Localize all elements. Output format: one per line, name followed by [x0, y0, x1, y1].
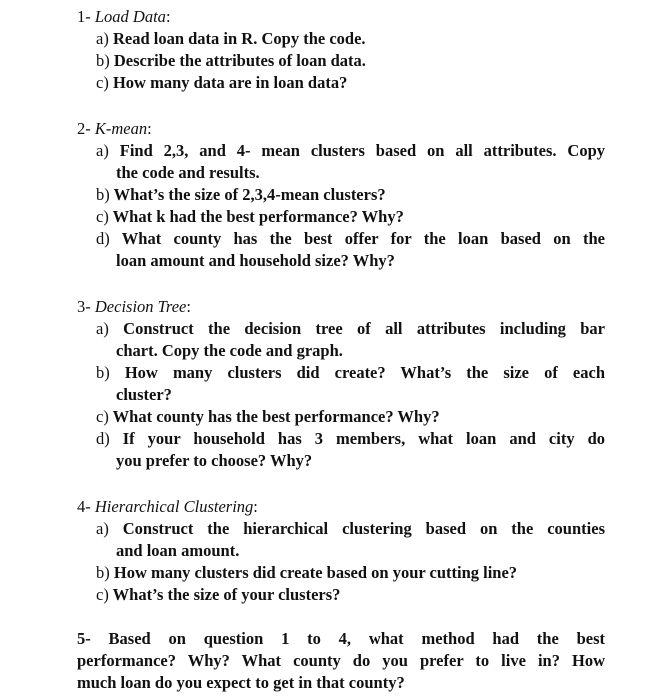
section-title: Load Data	[94, 7, 166, 26]
question-item-continuation: loan amount and household size? Why?	[116, 251, 395, 270]
item-marker: a)	[96, 29, 109, 48]
item-text: Describe the attributes of loan data.	[113, 51, 366, 70]
question-item-continuation: cluster?	[116, 385, 172, 404]
item-marker: c)	[96, 585, 109, 604]
section-title: Decision Tree	[94, 297, 187, 316]
section-number: 4-	[77, 497, 91, 516]
item-marker: d)	[96, 229, 110, 248]
section-title: K-mean	[94, 119, 148, 138]
item-text: What county has the best performance? Why?	[112, 407, 440, 426]
section-number: 3-	[77, 297, 91, 316]
question-item	[96, 206, 404, 228]
item-marker: c)	[96, 73, 109, 92]
item-marker: a)	[96, 141, 109, 160]
question-item	[96, 28, 366, 50]
item-marker: d)	[96, 429, 110, 448]
item-text: What k had the best performance? Why?	[112, 207, 404, 226]
section-number: 2-	[77, 119, 91, 138]
item-text: Construct the hierarchical clustering based on the counties	[122, 519, 605, 538]
item-text: Construct the decision tree of all attributes including bar	[123, 319, 606, 338]
question-item	[96, 184, 386, 206]
item-text: If your household has 3 members, what loan and city do	[122, 429, 606, 448]
item-text: What county has the best offer for the loan based on the	[121, 229, 606, 248]
question-item	[96, 406, 440, 428]
question-item-continuation: chart. Copy the code and graph.	[116, 341, 343, 360]
section-colon: :	[147, 119, 152, 138]
closing-question-line: 5- Based on question 1 to 4, what method had the best	[77, 629, 605, 648]
section-heading	[77, 496, 258, 518]
section-colon: :	[186, 297, 191, 316]
question-item-continuation: you prefer to choose? Why?	[116, 451, 313, 470]
question-item	[96, 140, 605, 162]
item-marker: a)	[96, 319, 109, 338]
item-text: Find 2,3, and 4- mean clusters based on all attributes. Copy	[119, 141, 606, 160]
question-item-continuation: and loan amount.	[116, 541, 240, 560]
item-marker: b)	[96, 51, 110, 70]
section-heading	[77, 6, 171, 28]
question-item	[96, 584, 340, 606]
closing-question-line: much loan do you expect to get in that county?	[77, 673, 405, 692]
section-heading	[77, 118, 152, 140]
section-heading	[77, 296, 191, 318]
item-marker: c)	[96, 207, 109, 226]
item-text: How many clusters did create based on your cutting line?	[113, 563, 518, 582]
question-item	[96, 50, 366, 72]
section-title: Hierarchical Clustering	[94, 497, 254, 516]
item-text: What’s the size of 2,3,4-mean clusters?	[113, 185, 386, 204]
item-marker: a)	[96, 519, 109, 538]
closing-question-line: performance? Why? What county do you prefer to live in? How	[77, 651, 605, 670]
question-item	[96, 362, 605, 384]
section-number: 1-	[77, 7, 91, 26]
section-colon: :	[165, 7, 171, 26]
item-text: Read loan data in R. Copy the code.	[112, 29, 366, 48]
question-item	[96, 428, 605, 450]
question-item	[96, 228, 605, 250]
item-text: How many data are in loan data?	[112, 73, 348, 92]
item-marker: b)	[96, 363, 110, 382]
question-item	[96, 562, 517, 584]
item-marker: b)	[96, 185, 110, 204]
question-item-continuation: the code and results.	[116, 163, 260, 182]
question-item	[96, 518, 605, 540]
item-marker: c)	[96, 407, 109, 426]
question-item	[96, 72, 347, 94]
item-text: How many clusters did create? What’s the size of each	[124, 363, 605, 382]
question-item	[96, 318, 605, 340]
section-colon: :	[253, 497, 258, 516]
item-marker: b)	[96, 563, 110, 582]
item-text: What’s the size of your clusters?	[112, 585, 341, 604]
